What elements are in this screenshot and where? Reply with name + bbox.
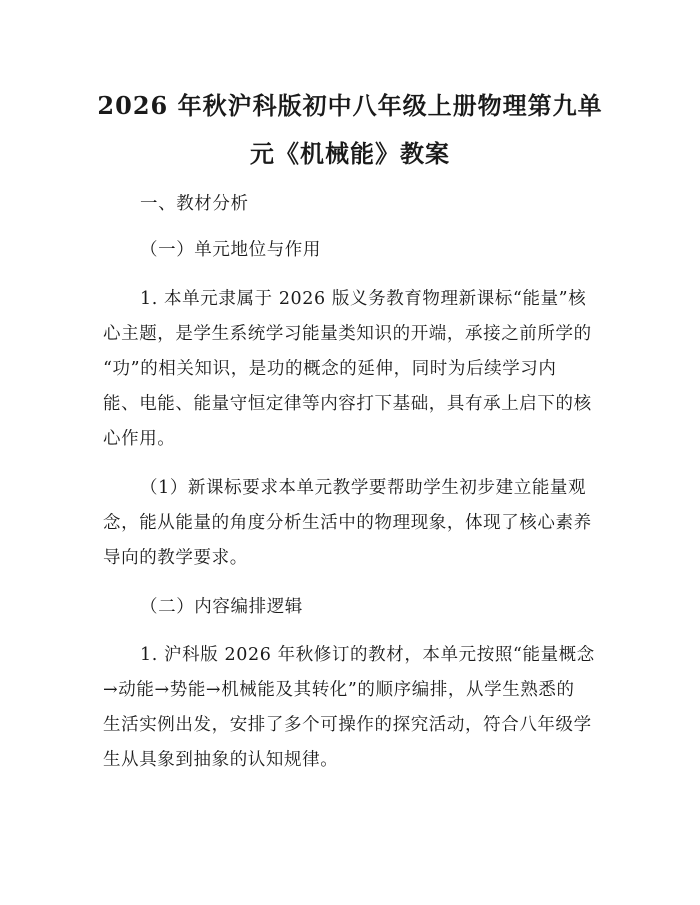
paragraph-1-line-1: 1. 本单元隶属于 2026 版义务教育物理新课标“能量”核 bbox=[140, 289, 587, 309]
subsection-heading-1: （一）单元地位与作用 bbox=[140, 240, 321, 260]
paragraph-3-line-3: 生活实例出发，安排了多个可操作的探究活动，符合八年级学 bbox=[103, 715, 592, 735]
document-title-line-2: 元《机械能》教案 bbox=[250, 139, 450, 168]
paragraph-1-line-2: 心主题，是学生系统学习能量类知识的开端，承接之前所学的 bbox=[103, 324, 592, 344]
paragraph-1-line-4: 能、电能、能量守恒定律等内容打下基础，具有承上启下的核 bbox=[103, 394, 592, 414]
section-heading-1: 一、教材分析 bbox=[140, 194, 249, 214]
paragraph-1-line-5: 心作用。 bbox=[103, 429, 176, 449]
paragraph-2-line-1: （1）新课标要求本单元教学要帮助学生初步建立能量观 bbox=[140, 478, 587, 498]
paragraph-2-line-3: 导向的教学要求。 bbox=[103, 548, 248, 568]
document-title-line-1: 2026 年秋沪科版初中八年级上册物理第九单 bbox=[97, 91, 603, 120]
paragraph-3-line-1: 1. 沪科版 2026 年秋修订的教材，本单元按照“能量概念 bbox=[140, 645, 595, 665]
paragraph-1-line-3: “功”的相关知识，是功的概念的延伸，同时为后续学习内 bbox=[103, 359, 557, 379]
paragraph-3-line-4: 生从具象到抽象的认知规律。 bbox=[103, 750, 339, 770]
subsection-heading-2: （二）内容编排逻辑 bbox=[140, 597, 303, 617]
paragraph-2-line-2: 念，能从能量的角度分析生活中的物理现象，体现了核心素养 bbox=[103, 513, 592, 533]
paragraph-3-line-2: →动能→势能→机械能及其转化”的顺序编排，从学生熟悉的 bbox=[103, 680, 575, 700]
